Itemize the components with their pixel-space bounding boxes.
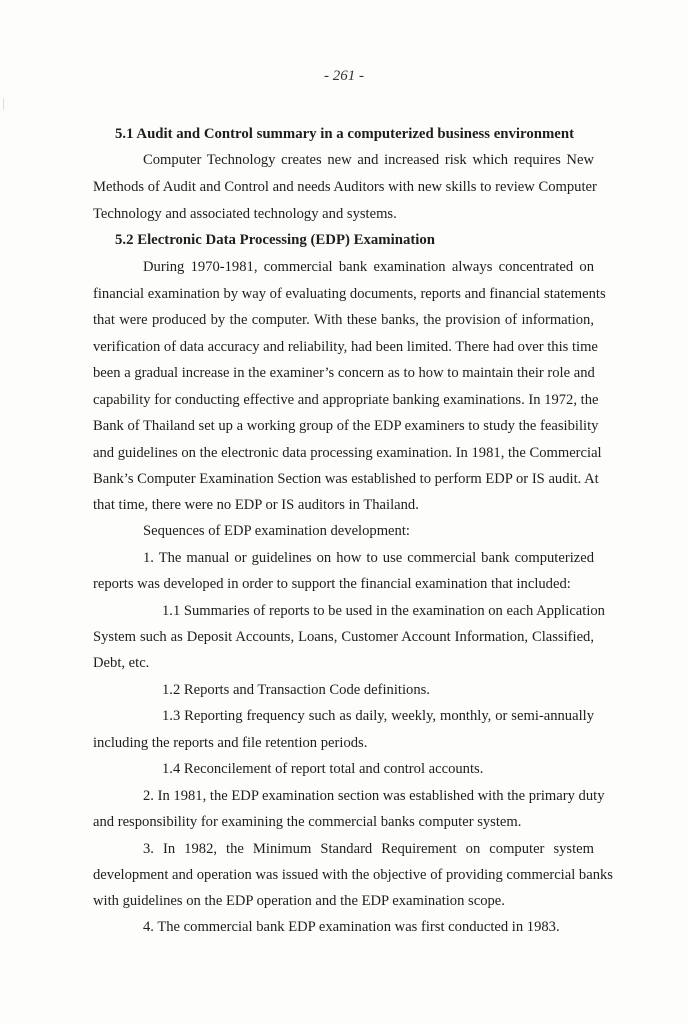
list-item-1-1-line: 1.1 Summaries of reports to be used in the examination on each Application [162,603,605,619]
list-item-1-line: reports was developed in order to support the financial examination that included: [93,576,571,592]
list-item-1-2: 1.2 Reports and Transaction Code definitions. [162,682,430,698]
list-item-1-1-line: System such as Deposit Accounts, Loans, Customer Account Information, Classified, [93,629,594,645]
paragraph-line: During 1970-1981, commercial bank examination always concentrated on [143,259,594,275]
paragraph-line: verification of data accuracy and reliability, had been limited. There had over this time [93,339,598,355]
paragraph-line: Bank of Thailand set up a working group of the EDP examiners to study the feasibility [93,418,599,434]
paragraph-line: that were produced by the computer. With these banks, the provision of information, [93,312,594,328]
sequences-intro: Sequences of EDP examination development: [143,523,410,539]
list-item-2-line: and responsibility for examining the commercial banks computer system. [93,814,522,830]
paragraph-line: Methods of Audit and Control and needs Auditors with new skills to review Computer [93,179,597,195]
list-item-1-1-line: Debt, etc. [93,655,150,671]
list-item-1-line: 1. The manual or guidelines on how to use commercial bank computerized [143,550,594,566]
list-item-1-3-line: 1.3 Reporting frequency such as daily, weekly, monthly, or semi-annually [162,708,594,724]
list-item-4: 4. The commercial bank EDP examination was first conducted in 1983. [143,919,560,935]
list-item-1-3-line: including the reports and file retention periods. [93,735,368,751]
paragraph-line: Computer Technology creates new and increased risk which requires New [143,152,594,168]
list-item-1-4: 1.4 Reconcilement of report total and control accounts. [162,761,484,777]
page-number: - 261 - [324,68,364,84]
paragraph-line: been a gradual increase in the examiner’s concern as to how to maintain their role and [93,365,595,381]
list-item-3-line: development and operation was issued with the objective of providing commercial banks [93,867,613,883]
paragraph-line: capability for conducting effective and appropriate banking examinations. In 1972, the [93,392,599,408]
section-heading-5-1: 5.1 Audit and Control summary in a computerized business environment [115,126,575,142]
list-item-3-line: with guidelines on the EDP operation and the EDP examination scope. [93,893,505,909]
list-item-2-line: 2. In 1981, the EDP examination section was established with the primary duty [143,788,605,804]
scan-artifact [3,98,4,110]
paragraph-line: financial examination by way of evaluating documents, reports and financial statements [93,286,606,302]
section-heading-5-2: 5.2 Electronic Data Processing (EDP) Examination [115,232,436,248]
paragraph-line: Technology and associated technology and systems. [93,206,397,222]
paragraph-line: that time, there were no EDP or IS auditors in Thailand. [93,497,419,513]
paragraph-line: and guidelines on the electronic data processing examination. In 1981, the Commercial [93,445,602,461]
list-item-3-line: 3. In 1982, the Minimum Standard Requirement on computer system [143,841,594,857]
paragraph-line: Bank’s Computer Examination Section was established to perform EDP or IS audit. At [93,471,599,487]
